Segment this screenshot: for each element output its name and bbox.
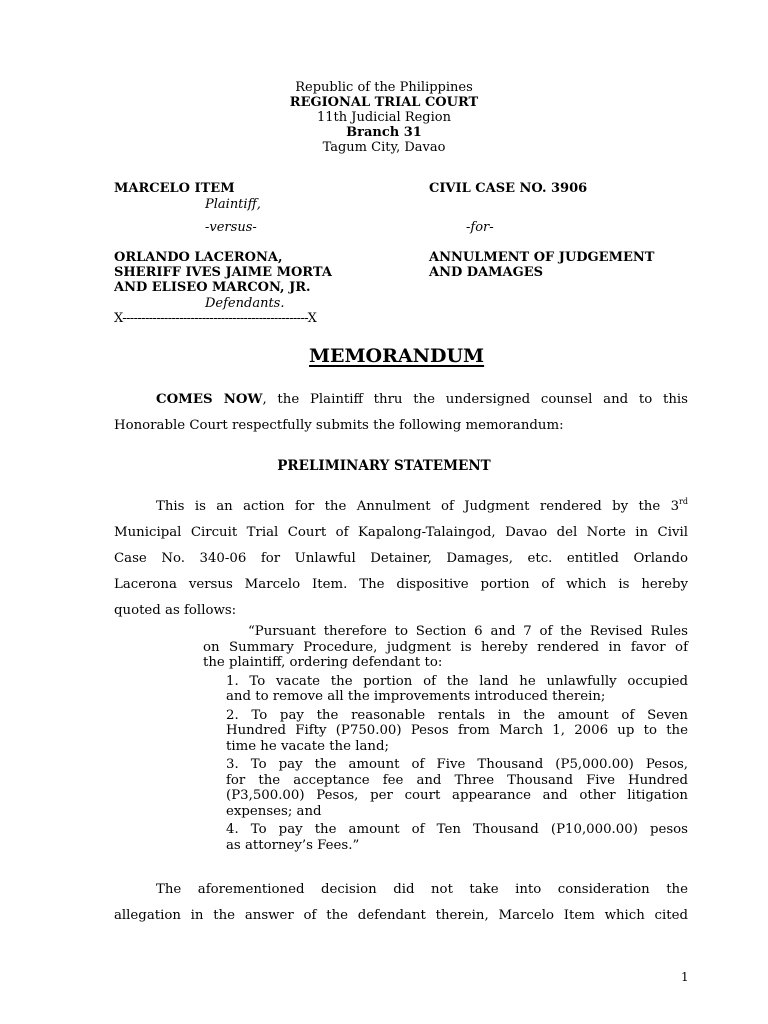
case-nature-line-2: AND DAMAGES	[429, 265, 544, 280]
intro-line-2: Honorable Court respectfully submits the following memorandum:	[114, 418, 564, 433]
intro-paragraph	[114, 387, 688, 439]
quote-item-2-line-2: Hundred Fifty (P750.00) Pesos from March 1, 2006 up to the	[226, 723, 688, 738]
quote-item-4-line-2: as attorney’s Fees.”	[226, 837, 360, 853]
document-title: MEMORANDUM	[309, 345, 485, 367]
quote-item-2-line-3: time he vacate the land;	[226, 738, 389, 754]
quote-item-1-line-1: 1. To vacate the portion of the land he unlawfully occupied	[226, 673, 688, 689]
quote-intro-line-3: the plaintiff, ordering defendant to:	[203, 655, 443, 670]
caption-separator: X-------------------------------------------------X	[114, 311, 317, 326]
quote-item-2	[203, 708, 688, 755]
statement-paragraph	[114, 494, 688, 624]
case-nature-line-1: ANNULMENT OF JUDGEMENT	[429, 250, 655, 265]
versus-label: -versus-	[205, 220, 257, 235]
quote-item-1-line-2: and to remove all the improvements introduced therein;	[226, 689, 606, 704]
statement-line-3: Case No. 340-06 for Unlawful Detainer, Damages, etc. entitled Orlando	[114, 551, 688, 566]
dispositive-quote	[203, 624, 688, 853]
page-number: 1	[681, 970, 689, 984]
header-court: REGIONAL TRIAL COURT	[289, 95, 479, 110]
header-region: 11th Judicial Region	[317, 110, 451, 125]
quote-item-2-line-1: 2. To pay the reasonable rentals in the amount of Seven	[226, 707, 688, 723]
defendant-role: Defendants.	[205, 296, 285, 311]
quote-item-4-line-1: 4. To pay the amount of Ten Thousand (P10,000.00) pesos	[226, 822, 688, 837]
plaintiff-role: Plaintiff,	[205, 197, 261, 212]
quote-intro-line-1: “Pursuant therefore to Section 6 and 7 of the Revised Rules	[248, 624, 688, 639]
plaintiff-name: MARCELO ITEM	[114, 181, 235, 196]
closing-line-1: The aforementioned decision did not take into consideration the	[156, 882, 688, 897]
quote-item-3-line-2: for the acceptance fee and Three Thousand Five Hundred	[226, 772, 688, 788]
statement-line-1-text: This is an action for the Annulment of Judgment rendered by the 3	[156, 499, 680, 514]
quote-item-4	[203, 822, 688, 853]
comes-now-label: COMES NOW	[156, 392, 263, 407]
case-number: CIVIL CASE NO. 3906	[429, 181, 588, 196]
statement-line-2: Municipal Circuit Trial Court of Kapalong-Talaingod, Davao del Norte in Civil	[114, 525, 688, 540]
statement-line-1	[114, 494, 688, 520]
quote-item-3-line-1: 3. To pay the amount of Five Thousand (P5,000.00) Pesos,	[226, 757, 688, 772]
closing-paragraph	[114, 877, 688, 929]
quote-item-3	[203, 757, 688, 819]
intro-line-1-text: , the Plaintiff thru the undersigned counsel and to this	[262, 392, 688, 407]
section-heading: PRELIMINARY STATEMENT	[277, 458, 491, 474]
header-city: Tagum City, Davao	[322, 140, 446, 155]
quote-item-3-line-4: expenses; and	[226, 803, 322, 819]
for-label: -for-	[466, 220, 494, 235]
defendant-line-3: AND ELISEO MARCON, JR.	[114, 280, 311, 295]
header-republic: Republic of the Philippines	[295, 80, 473, 95]
quote-intro-line-2: on Summary Procedure, judgment is hereby rendered in favor of	[203, 639, 688, 655]
defendant-line-1: ORLANDO LACERONA,	[114, 250, 283, 265]
statement-line-4: Lacerona versus Marcelo Item. The dispositive portion of which is hereby	[114, 577, 688, 592]
intro-line-1	[114, 387, 688, 413]
defendant-line-2: SHERIFF IVES JAIME MORTA	[114, 265, 332, 280]
closing-line-2: allegation in the answer of the defendant therein, Marcelo Item which cited	[114, 908, 688, 923]
header-branch: Branch 31	[346, 125, 422, 140]
ordinal-suffix: rd	[679, 497, 688, 506]
statement-line-5: quoted as follows:	[114, 603, 237, 618]
quote-item-1	[203, 674, 688, 705]
quote-item-3-line-3: (P3,500.00) Pesos, per court appearance and other litigation	[226, 788, 688, 803]
